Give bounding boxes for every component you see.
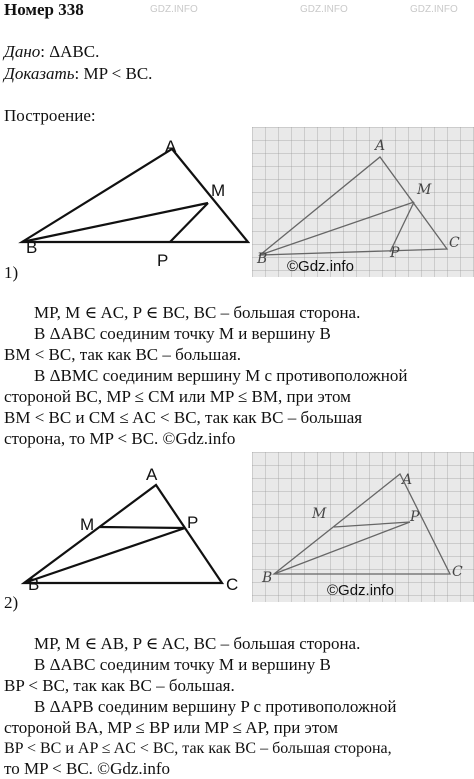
case1-line: стороной BC, MP ≤ CM или MP ≤ BM, при этом: [4, 387, 351, 406]
construction-label: Построение:: [4, 106, 96, 125]
case2-line: В ΔABC соединим точку M и вершину B: [34, 655, 331, 674]
watermark-text: GDZ.INFO: [150, 4, 198, 15]
case1-line: В ΔABC соединим точку M и вершину B: [34, 324, 331, 343]
handdrawn-label-p: P: [410, 509, 420, 525]
vertex-a-label: A: [165, 137, 177, 156]
handdrawn-label-a: A: [402, 472, 413, 488]
segment-mp: [100, 527, 185, 528]
handdrawn-segment-bp: [274, 522, 410, 574]
case2-line: BP < BC и AP ≤ AC < BC, так как BC – большая сторона,: [4, 740, 392, 757]
point-p-label: P: [187, 513, 199, 532]
case-number-1: 1): [4, 263, 19, 282]
handdrawn-triangle-1: [252, 127, 474, 277]
triangle-diagram-2: [0, 455, 250, 595]
prove-label: Доказать: [4, 64, 75, 83]
photo-credit: ©Gdz.info: [327, 582, 394, 599]
handdrawn-label-p: P: [390, 245, 400, 261]
case1-line: сторона, то MP < BC. ©Gdz.info: [4, 429, 236, 448]
segment-bp: [24, 528, 185, 583]
given-value: : ΔABC.: [40, 42, 100, 61]
triangle-abc: [24, 485, 222, 583]
case2-line: то MP < BC. ©Gdz.info: [4, 759, 171, 778]
handdrawn-label-c: C: [449, 235, 460, 251]
vertex-b-label: B: [28, 575, 40, 594]
given-line: [4, 42, 99, 62]
handdrawn-label-m: M: [417, 182, 432, 198]
point-m-label: M: [80, 515, 95, 534]
handdrawn-label-b: B: [257, 251, 268, 267]
vertex-a-label: A: [146, 465, 158, 484]
case2-line: MP, M ∈ AB, P ∈ AC, BC – большая сторона.: [34, 634, 361, 653]
vertex-c-label: C: [226, 575, 239, 594]
vertex-b-label: B: [26, 238, 38, 257]
point-p-label: P: [157, 251, 169, 270]
handdrawn-photo-1: [252, 127, 474, 277]
case1-line: В ΔBMC соединим вершину M с противоположной: [34, 366, 408, 385]
segment-bm: [22, 203, 208, 242]
photo-credit: ©Gdz.info: [287, 258, 354, 275]
handdrawn-label-b: B: [262, 570, 273, 586]
case1-line: MP, M ∈ AC, P ∈ BC, BC – большая сторона.: [34, 303, 361, 322]
watermark-text: GDZ.INFO: [300, 4, 348, 15]
given-label: Дано: [4, 42, 41, 61]
case2-line: стороной BA, MP ≤ BP или MP ≤ AP, при этом: [4, 718, 338, 737]
case2-line: BP < BC, так как BC – большая.: [4, 676, 235, 695]
handdrawn-triangle-abc: [274, 474, 450, 574]
case1-line: BM < BC, так как BC – большая.: [4, 345, 242, 364]
handdrawn-label-a: A: [375, 138, 386, 154]
point-m-label: M: [211, 181, 226, 200]
handdrawn-triangle-abc: [260, 157, 447, 255]
case-number-2: 2): [4, 593, 19, 612]
handdrawn-label-m: M: [312, 506, 327, 522]
page-title: Номер 338: [4, 0, 84, 19]
handdrawn-triangle-2: [252, 452, 474, 602]
case1-line: BM < BC и CM ≤ AC < BC, так как BC – большая: [4, 408, 363, 427]
prove-value: : MP < BC.: [74, 64, 153, 83]
handdrawn-label-c: C: [452, 564, 463, 580]
watermark-text: GDZ.INFO: [410, 4, 458, 15]
handdrawn-photo-2: [252, 452, 474, 602]
case2-line: В ΔAPB соединим вершину P с противоположной: [34, 697, 397, 716]
prove-line: [4, 64, 152, 84]
